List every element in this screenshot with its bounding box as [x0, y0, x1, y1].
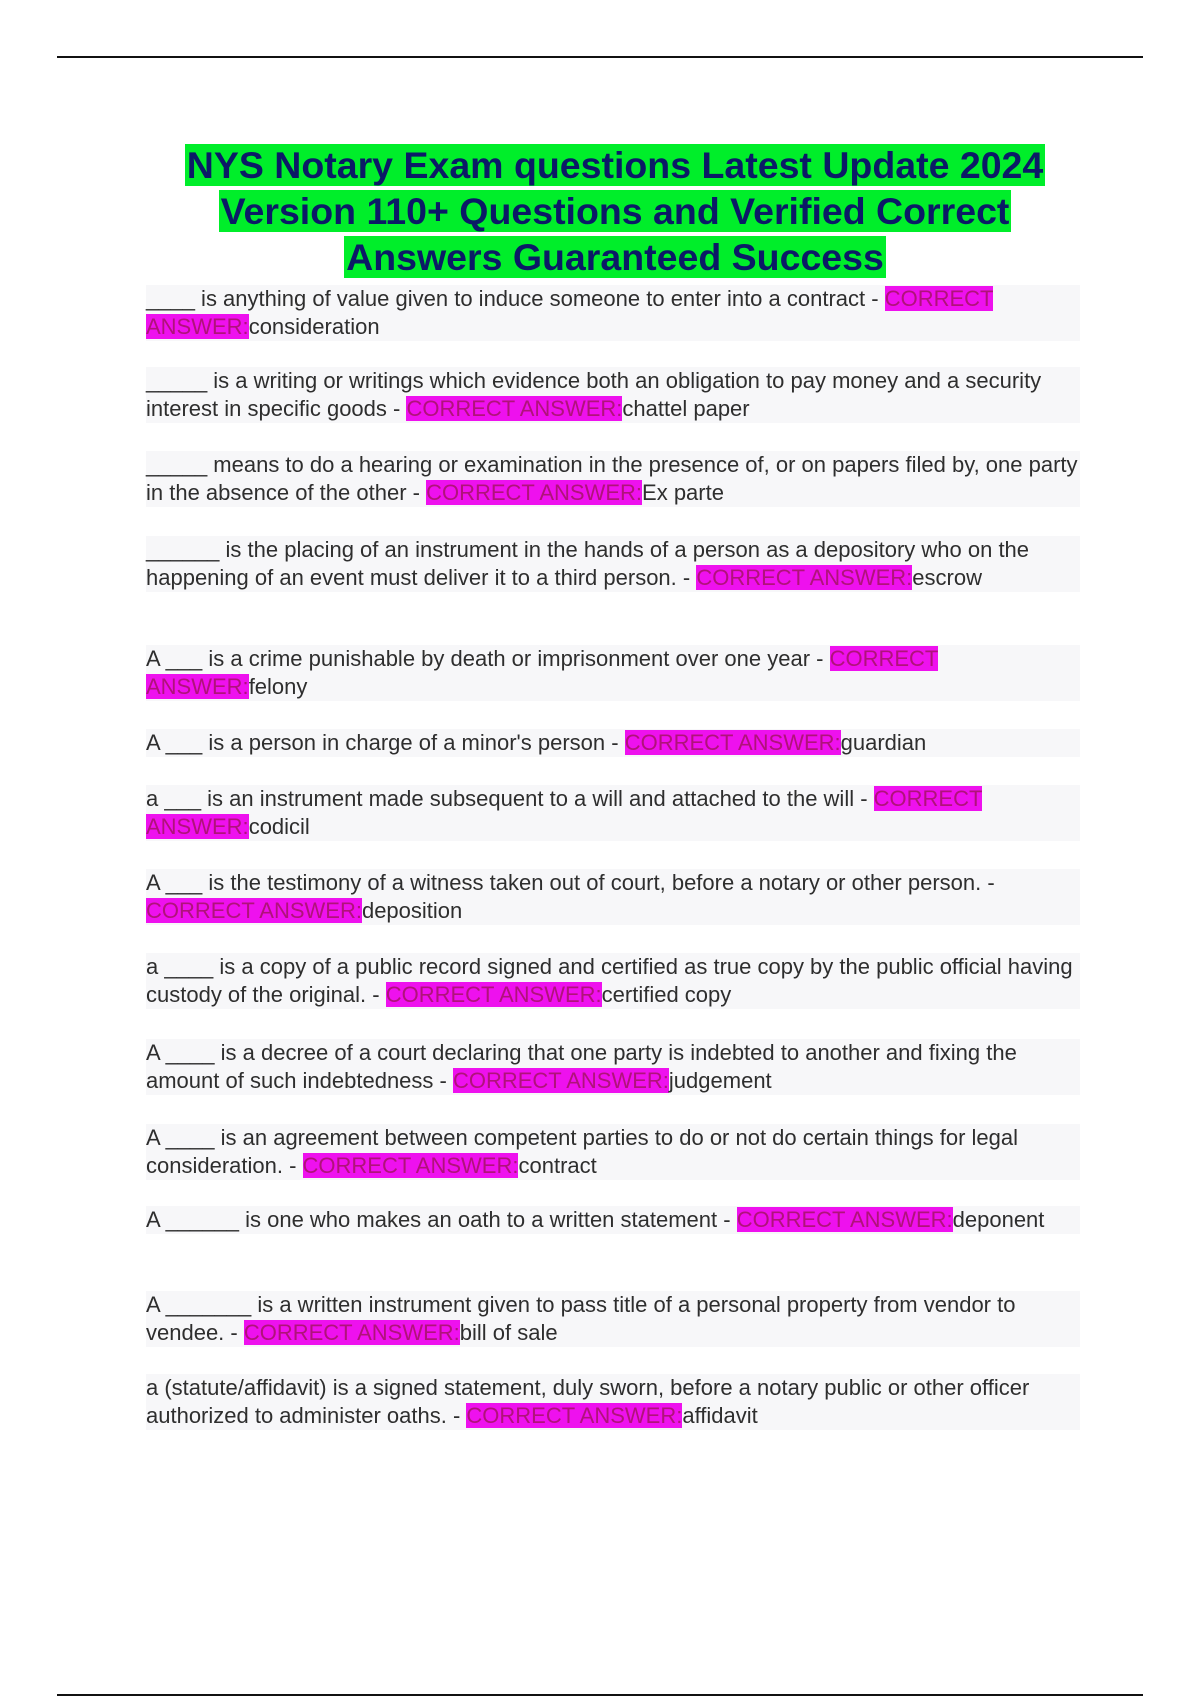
- question-text: _____ is a writing or writings which evidence both an obligation to pay money and a security interest in specific goods -: [146, 368, 1042, 421]
- qa-item: [146, 1374, 1080, 1430]
- qa-item: [146, 1206, 1080, 1234]
- correct-answer-label: CORRECT ANSWER:: [146, 898, 362, 923]
- question-text: A ___ is a person in charge of a minor's person -: [146, 730, 625, 755]
- correct-answer-label: CORRECT ANSWER:: [146, 786, 983, 839]
- correct-answer-label: CORRECT ANSWER:: [696, 565, 913, 590]
- qa-item: [146, 536, 1080, 592]
- answer-text: codicil: [248, 814, 310, 839]
- page-title: [140, 142, 1090, 280]
- answer-text: contract: [518, 1153, 597, 1178]
- answer-text: chattel paper: [622, 396, 750, 421]
- correct-answer-label: CORRECT ANSWER:: [466, 1403, 683, 1428]
- qa-item: [146, 367, 1080, 423]
- qa-item: [146, 785, 1080, 841]
- question-text: A ____ is an agreement between competent parties to do or not do certain things for legal consideration. -: [146, 1125, 1018, 1178]
- answer-text: Ex parte: [642, 480, 724, 505]
- correct-answer-label: CORRECT ANSWER:: [624, 730, 841, 755]
- answer-text: felony: [248, 674, 308, 699]
- answer-text: judgement: [668, 1068, 772, 1093]
- correct-answer-label: CORRECT ANSWER:: [426, 480, 643, 505]
- answer-text: deposition: [361, 898, 463, 923]
- question-text: a ___ is an instrument made subsequent to a will and attached to the will -: [146, 786, 874, 811]
- qa-item: [146, 1124, 1080, 1180]
- question-text: _____ means to do a hearing or examination in the presence of, or on papers filed by, one party in the absence of the other -: [146, 452, 1078, 505]
- correct-answer-label: CORRECT ANSWER:: [385, 982, 602, 1007]
- correct-answer-label: CORRECT ANSWER:: [146, 646, 939, 699]
- qa-item: [146, 953, 1080, 1009]
- bottom-rule: [57, 1694, 1143, 1696]
- answer-text: affidavit: [682, 1403, 758, 1428]
- correct-answer-label: CORRECT ANSWER:: [146, 286, 994, 339]
- answer-text: escrow: [912, 565, 982, 590]
- question-text: A ____ is a decree of a court declaring that one party is indebted to another and fixing the amount of such indebtedness -: [146, 1040, 1017, 1093]
- question-text: A ___ is the testimony of a witness taken out of court, before a notary or other person. -: [146, 870, 995, 895]
- qa-item: [146, 1039, 1080, 1095]
- top-rule: [57, 56, 1143, 58]
- qa-item: [146, 645, 1080, 701]
- answer-text: bill of sale: [459, 1320, 558, 1345]
- question-text: A ___ is a crime punishable by death or imprisonment over one year -: [146, 646, 830, 671]
- correct-answer-label: CORRECT ANSWER:: [736, 1207, 953, 1232]
- answer-text: consideration: [248, 314, 380, 339]
- qa-item: [146, 869, 1080, 925]
- correct-answer-label: CORRECT ANSWER:: [302, 1153, 519, 1178]
- answer-text: certified copy: [601, 982, 732, 1007]
- answer-text: guardian: [840, 730, 927, 755]
- qa-item: [146, 285, 1080, 341]
- qa-item: [146, 1291, 1080, 1347]
- question-text: A ______ is one who makes an oath to a written statement -: [146, 1207, 737, 1232]
- question-text: A _______ is a written instrument given to pass title of a personal property from vendor to vendee. -: [146, 1292, 1016, 1345]
- qa-item: [146, 451, 1080, 507]
- correct-answer-label: CORRECT ANSWER:: [406, 396, 623, 421]
- question-text: a ____ is a copy of a public record signed and certified as true copy by the public official having custody of the original. -: [146, 954, 1073, 1007]
- question-text: a (statute/affidavit) is a signed statement, duly sworn, before a notary public or other officer authorized to administer oaths. -: [146, 1375, 1030, 1428]
- question-text: ______ is the placing of an instrument in the hands of a person as a depository who on the happening of an event must deliver it to a third person. -: [146, 537, 1030, 590]
- question-text: ____ is anything of value given to induce someone to enter into a contract -: [146, 286, 885, 311]
- qa-item: [146, 729, 1080, 757]
- page-title-text: NYS Notary Exam questions Latest Update 2024 Version 110+ Questions and Verified Correct Answers Guaranteed Success: [186, 144, 1044, 278]
- correct-answer-label: CORRECT ANSWER:: [243, 1320, 460, 1345]
- answer-text: deponent: [952, 1207, 1045, 1232]
- correct-answer-label: CORRECT ANSWER:: [452, 1068, 669, 1093]
